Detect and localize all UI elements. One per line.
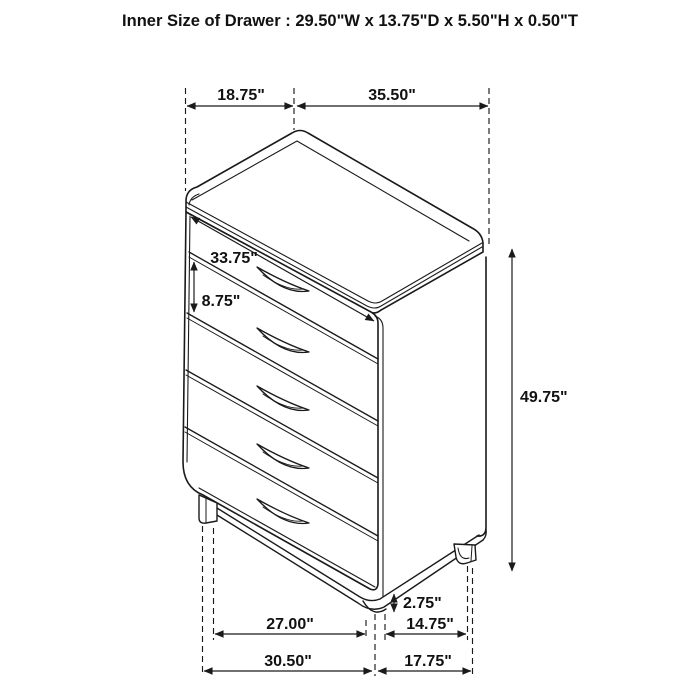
dim-label-foot-height: 2.75" [403,595,442,612]
chest-side-panel [477,257,486,540]
dim-label-overall-height: 49.75" [520,389,568,406]
dim-label-top-depth: 18.75" [217,87,265,104]
side-right-edge [477,257,486,536]
dim-label-top-width: 35.50" [368,87,416,104]
dim-label-floor-width: 30.50" [264,653,312,670]
diagram-title: Inner Size of Drawer : 29.50"W x 13.75"D x 5.50"H x 0.50"T [122,12,578,30]
chest-drawing [183,131,486,613]
dim-label-floor-depth: 17.75" [404,653,452,670]
dim-label-base-depth: 14.75" [406,616,454,633]
rear-right-foot [454,544,476,564]
dim-label-front-width: 33.75" [210,250,258,267]
dim-label-drawer-height: 8.75" [201,293,241,310]
front-right-foot [363,601,386,612]
dim-label-base-width: 27.00" [266,616,314,633]
